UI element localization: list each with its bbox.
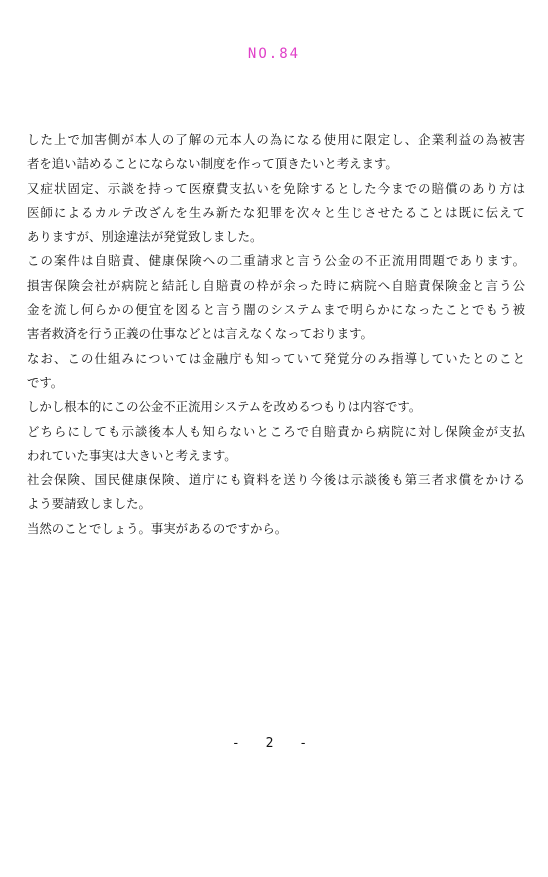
text-line: どちらにしても示談後本人も知らないところで自賠責から病院に対し保険金が支払 <box>27 423 525 439</box>
text-line: 又症状固定、示談を持って医療費支払いを免除するとした今までの賠償のあり方は <box>27 180 525 196</box>
text-line: した上で加害側が本人の了解の元本人の為になる使用に限定し、企業利益の為被害 <box>27 132 525 147</box>
text-line: 医師によるカルテ改ざんを生み新たな犯罪を次々と生じさせたることは既に伝えて <box>27 204 525 220</box>
text-line: 金を流し何らかの便宜を図ると言う闇のシステムまで明らかになったことでもう被 <box>27 302 525 318</box>
text-line: 害者救済を行う正義の仕事などとは言えなくなっております。 <box>27 326 373 342</box>
document-body <box>27 128 525 541</box>
text-line: 社会保険、国民健康保険、道庁にも資料を送り今後は示談後も第三者求償をかける <box>27 472 525 488</box>
text-line: われていた事実は大きいと考えます。 <box>27 447 237 463</box>
text-line: しかし根本的にこの公金不正流用システムを改めるつもりは内容です。 <box>27 399 422 415</box>
text-line: なお、この仕組みについては金融庁も知っていて発覚分のみ指導していたとのこと <box>27 350 525 366</box>
page-number: - 2 - <box>231 736 317 751</box>
document-number: NO.84 <box>247 46 301 62</box>
text-line: です。 <box>27 374 64 390</box>
text-line: よう要請致しました。 <box>27 496 151 512</box>
text-line: 当然のことでしょう。事実があるのですから。 <box>27 520 288 536</box>
text-line: 損害保険会社が病院と結託し自賠責の枠が余った時に病院へ自賠責保険金と言う公 <box>27 277 525 293</box>
text-line: この案件は自賠責、健康保険への二重請求と言う公金の不正流用問題であります。 <box>27 253 525 269</box>
text-line: ありますが、別途違法が発覚致しました。 <box>27 229 263 245</box>
text-line: 者を追い詰めることにならない制度を作って頂きたいと考えます。 <box>27 156 398 172</box>
